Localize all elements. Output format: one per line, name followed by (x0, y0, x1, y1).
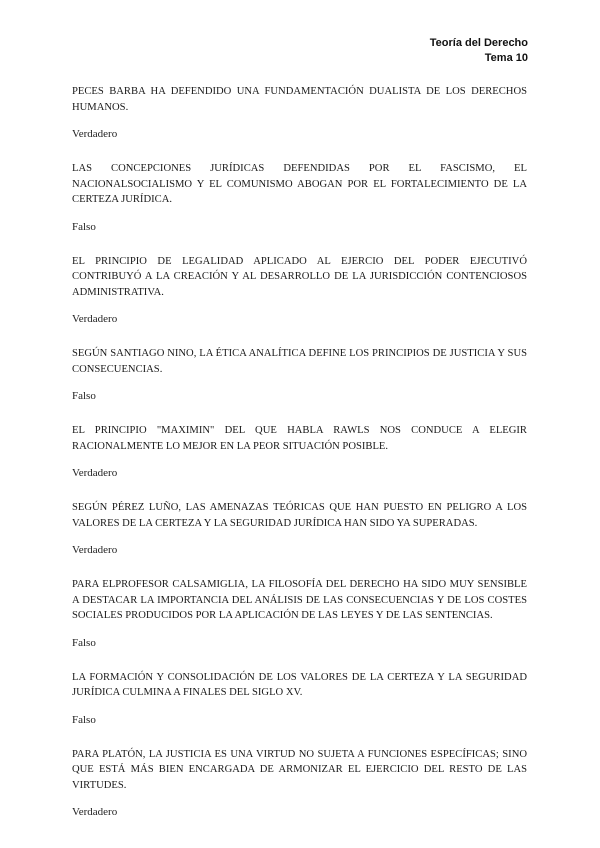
question-list (72, 84, 527, 839)
question-text: LA FORMACIÓN Y CONSOLIDACIÓN DE LOS VALORES DE LA CERTEZA Y LA SEGURIDAD JURÍDICA CULMINA A FINALES DEL SIGLO XV. (72, 671, 527, 698)
question-text: SEGÚN PÉREZ LUÑO, LAS AMENAZAS TEÓRICAS QUE HAN PUESTO EN PELIGRO A LOS VALORES DE LA CERTEZA Y LA SEGURIDAD JURÍDICA HAN SIDO YA SUPERADAS. (72, 502, 527, 529)
question-text: EL PRINCIPIO DE LEGALIDAD APLICADO AL EJERCIO DEL PODER EJECUTIVÓ CONTRIBUYÓ A LA CREACIÓN Y AL DESARROLLO DE LA JURISDICCIÓN CONTENCIOSOS ADMINISTRATIVA. (72, 255, 527, 298)
answer-text: Falso (72, 636, 96, 649)
header-course-title: Teoría del Derecho (429, 37, 528, 49)
question-text: SEGÚN SANTIAGO NINO, LA ÉTICA ANALÍTICA DEFINE LOS PRINCIPIOS DE JUSTICIA Y SUS CONSECUENCIAS. (72, 348, 527, 375)
answer-text: Falso (72, 713, 96, 726)
question-text: PECES BARBA HA DEFENDIDO UNA FUNDAMENTACIÓN DUALISTA DE LOS DERECHOS HUMANOS. (72, 86, 527, 113)
answer-text: Falso (72, 220, 96, 233)
answer-text: Verdadero (72, 313, 118, 325)
answer-text: Verdadero (72, 128, 118, 140)
question-text: PARA ELPROFESOR CALSAMIGLIA, LA FILOSOFÍA DEL DERECHO HA SIDO MUY SENSIBLE A DESTACAR LA IMPORTANCIA DEL ANÁLISIS DE LAS CONSECUENCIAS Y DE LOS COSTES SOCIALES PRODUCIDOS POR LA APLICACIÓN DE LAS LEYES Y DE LAS SENTENCIAS. (72, 579, 527, 621)
question-text: EL PRINCIPIO "MAXIMIN" DEL QUE HABLA RAWLS NOS CONDUCE A ELEGIR RACIONALMENTE LO MEJOR EN LA PEOR SITUACIÓN POSIBLE. (72, 425, 527, 452)
answer-text: Falso (72, 390, 96, 402)
page-header (430, 36, 528, 66)
question-text: PARA PLATÓN, LA JUSTICIA ES UNA VIRTUD NO SUJETA A FUNCIONES ESPECÍFICAS; SINO QUE ESTÁ MÁS BIEN ENCARGADA DE ARMONIZAR EL EJERCICIO DEL RESTO DE LAS VIRTUDES. (72, 748, 527, 791)
answer-text: Verdadero (72, 806, 118, 818)
header-topic: Tema 10 (484, 52, 528, 64)
question-text: LAS CONCEPCIONES JURÍDICAS DEFENDIDAS POR EL FASCISMO, EL NACIONALSOCIALISMO Y EL COMUNISMO ABOGAN POR EL FORTALECIMIENTO DE LA CERTEZA JURÍDICA. (72, 163, 527, 205)
answer-text: Verdadero (72, 544, 118, 556)
answer-text: Verdadero (72, 467, 118, 479)
